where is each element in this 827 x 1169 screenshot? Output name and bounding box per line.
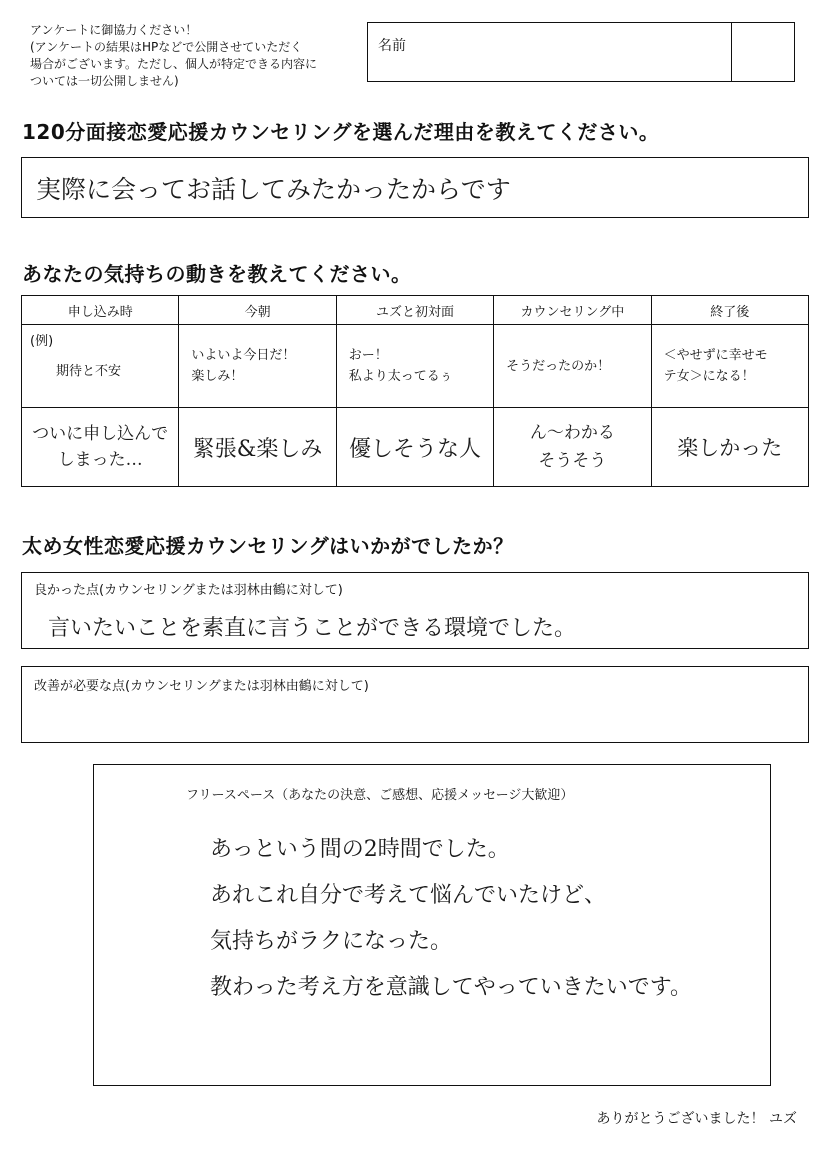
- example-text: 私より太ってるぅ: [348, 369, 453, 384]
- q2-title: あなたの気持ちの動きを教えてください。: [22, 262, 412, 286]
- header-apply: 申し込み時: [22, 296, 179, 325]
- q1-answer: 実際に会ってお話してみたかったからです: [36, 175, 511, 204]
- answer-cell[interactable]: [22, 408, 179, 487]
- example-text: いよいよ今日だ！: [191, 348, 296, 363]
- good-points-box[interactable]: [21, 572, 809, 649]
- notice-line: アンケートに御協力ください！: [30, 23, 198, 37]
- feelings-example-row: [22, 325, 809, 408]
- header-first-meeting: ユズと初対面: [336, 296, 493, 325]
- answer-text: 楽しかった: [677, 436, 783, 460]
- answer-text: ついに申し込んで: [32, 424, 169, 444]
- name-field[interactable]: [367, 22, 795, 82]
- name-field-divider: [731, 23, 732, 81]
- free-space-text: [210, 827, 692, 1011]
- answer-text: ん〜わかる: [529, 423, 615, 443]
- answer-cell[interactable]: [494, 408, 651, 487]
- header-after: 終了後: [651, 296, 808, 325]
- improve-points-label: 改善が必要な点(カウンセリングまたは羽林由鶴に対して): [34, 679, 369, 694]
- notice-line: (アンケートの結果はHPなどで公開させていただく: [30, 40, 303, 54]
- example-text: テ女＞になる！: [663, 369, 755, 384]
- answer-text: しまった…: [57, 450, 143, 470]
- feelings-answer-row: [22, 408, 809, 487]
- improve-points-box[interactable]: [21, 666, 809, 743]
- free-space-line: あれこれ自分で考えて悩んでいたけど、: [210, 883, 607, 908]
- example-cell: [179, 325, 336, 408]
- answer-text: 優しそうな人: [348, 436, 481, 462]
- free-space-line: 教わった考え方を意識してやっていきたいです。: [210, 975, 693, 1000]
- example-cell: [22, 325, 179, 408]
- q1-answer-box[interactable]: [21, 157, 809, 218]
- survey-notice: [30, 22, 360, 90]
- example-text: おー！: [348, 348, 388, 363]
- example-text: そうだったのか！: [506, 358, 611, 374]
- answer-text: 緊張&楽しみ: [192, 436, 323, 462]
- free-space-line: 気持ちがラクになった。: [210, 929, 453, 954]
- footer-thanks: ありがとうございました！ ユズ: [596, 1111, 797, 1127]
- feelings-table: [21, 295, 809, 487]
- notice-line: 場合がございます。ただし、個人が特定できる内容に: [30, 57, 318, 71]
- notice-line: ついては一切公開しません): [30, 74, 179, 88]
- header-morning: 今朝: [179, 296, 336, 325]
- example-text: 楽しみ！: [191, 369, 244, 384]
- q3-title: 太め女性恋愛応援カウンセリングはいかがでしたか？: [22, 534, 514, 558]
- header-during: カウンセリング中: [494, 296, 651, 325]
- example-text: 期待と不安: [56, 363, 122, 379]
- good-points-answer: 言いたいことを素直に言うことができる環境でした。: [48, 616, 577, 641]
- free-space-box[interactable]: [93, 764, 771, 1086]
- answer-cell[interactable]: [651, 408, 808, 487]
- feelings-header-row: [22, 296, 809, 325]
- free-space-label: フリースペース（あなたの決意、ご感想、応援メッセージ大歓迎）: [186, 788, 574, 803]
- example-tag: (例): [30, 334, 54, 349]
- good-points-label: 良かった点(カウンセリングまたは羽林由鶴に対して): [34, 583, 343, 598]
- example-cell: [336, 325, 493, 408]
- example-cell: [651, 325, 808, 408]
- answer-cell[interactable]: [179, 408, 336, 487]
- example-cell: [494, 325, 651, 408]
- name-label: 名前: [378, 38, 406, 54]
- example-text: ＜やせずに幸せモ: [663, 348, 768, 363]
- free-space-line: あっという間の2時間でした。: [210, 837, 510, 862]
- answer-cell[interactable]: [336, 408, 493, 487]
- answer-text: そうそう: [538, 451, 607, 471]
- q1-title: 120分面接恋愛応援カウンセリングを選んだ理由を教えてください。: [22, 120, 660, 144]
